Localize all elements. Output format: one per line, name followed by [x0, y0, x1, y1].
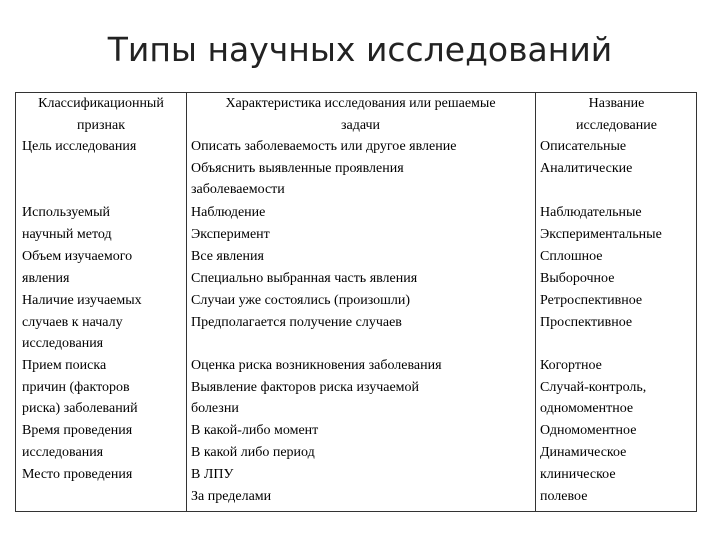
feature-line: Наличие изучаемых	[22, 293, 142, 308]
name-cell	[540, 355, 646, 420]
name-line: Аналитические	[540, 160, 633, 176]
characteristic-cell	[191, 420, 318, 463]
characteristic-cell	[191, 246, 417, 289]
name-line: Случай-контроль,	[540, 379, 647, 395]
characteristic-line: Объяснить выявленные проявления	[191, 160, 404, 176]
name-line: Ретроспективное	[540, 293, 643, 308]
header-name	[537, 93, 696, 136]
feature-line: Объем изучаемого	[22, 249, 133, 264]
characteristic-cell	[191, 290, 410, 333]
name-line: Описательные	[540, 139, 627, 154]
feature-line: явления	[22, 270, 70, 286]
feature-cell	[22, 136, 136, 158]
header-characteristic-line: Характеристика исследования или решаемые	[225, 96, 496, 111]
feature-cell	[22, 355, 138, 420]
feature-line: исследования	[22, 444, 104, 460]
feature-line: Используемый	[22, 205, 111, 220]
characteristic-line: Описать заболеваемость или другое явление	[191, 139, 457, 154]
characteristic-line: В какой либо период	[191, 444, 315, 460]
name-line: Проспективное	[540, 314, 633, 330]
characteristic-line: Выявление факторов риска изучаемой	[191, 379, 420, 395]
name-line: клиническое	[540, 467, 616, 482]
slide-title: Типы научных исследований	[107, 30, 613, 69]
header-name-line: исследование	[576, 117, 657, 133]
characteristic-line: Все явления	[191, 249, 264, 264]
feature-line: научный метод	[22, 226, 112, 242]
characteristic-line: Случаи уже состоялись (произошли)	[191, 293, 411, 308]
name-cell	[540, 246, 614, 289]
feature-cell	[22, 202, 112, 245]
characteristic-line: За пределами	[191, 488, 272, 504]
characteristic-cell	[191, 202, 270, 245]
characteristic-line: Предполагается получение случаев	[191, 314, 402, 330]
feature-line: Время проведения	[22, 423, 133, 438]
header-feature-line: признак	[76, 117, 126, 133]
characteristic-line: В ЛПУ	[191, 467, 234, 482]
name-line: Одномоментное	[540, 423, 637, 438]
characteristic-line: болезни	[191, 401, 239, 417]
header-name-line: Название	[588, 96, 645, 111]
feature-line: риска) заболеваний	[22, 401, 138, 417]
characteristic-line: заболеваемости	[191, 182, 285, 198]
name-line: Сплошное	[540, 249, 603, 264]
feature-cell	[22, 290, 142, 355]
name-line: одномоментное	[540, 401, 634, 417]
research-types-table	[15, 92, 697, 512]
name-line: Когортное	[540, 358, 602, 373]
header-characteristic-line: задачи	[340, 117, 381, 133]
name-cell	[540, 136, 632, 179]
characteristic-line: Специально выбранная часть явления	[191, 270, 418, 286]
feature-line: Место проведения	[22, 467, 133, 482]
characteristic-line: В какой-либо момент	[191, 423, 319, 438]
header-feature-line: Классификационный	[38, 96, 164, 111]
name-cell	[540, 464, 616, 507]
characteristic-line: Эксперимент	[191, 226, 270, 242]
characteristic-cell	[191, 355, 442, 420]
feature-cell	[22, 420, 132, 463]
name-line: полевое	[540, 488, 588, 504]
name-line: Экспериментальные	[540, 226, 662, 242]
feature-cell	[22, 464, 132, 486]
column-divider	[535, 93, 536, 511]
name-cell	[540, 420, 636, 463]
feature-line: исследования	[22, 336, 104, 352]
characteristic-line: Наблюдение	[191, 205, 266, 220]
feature-line: Прием поиска	[22, 358, 107, 373]
column-divider	[186, 93, 187, 511]
name-cell	[540, 202, 662, 245]
name-line: Выборочное	[540, 270, 615, 286]
name-cell	[540, 290, 642, 333]
header-characteristic	[188, 93, 533, 136]
characteristic-cell	[191, 464, 271, 507]
feature-cell	[22, 246, 132, 289]
header-feature	[18, 93, 184, 136]
name-line: Динамическое	[540, 444, 627, 460]
name-line: Наблюдательные	[540, 205, 642, 220]
feature-line: причин (факторов	[22, 379, 130, 395]
characteristic-cell	[191, 136, 456, 201]
feature-line: Цель исследования	[22, 139, 137, 154]
characteristic-line: Оценка риска возникновения заболевания	[191, 358, 442, 373]
feature-line: случаев к началу	[22, 314, 123, 330]
